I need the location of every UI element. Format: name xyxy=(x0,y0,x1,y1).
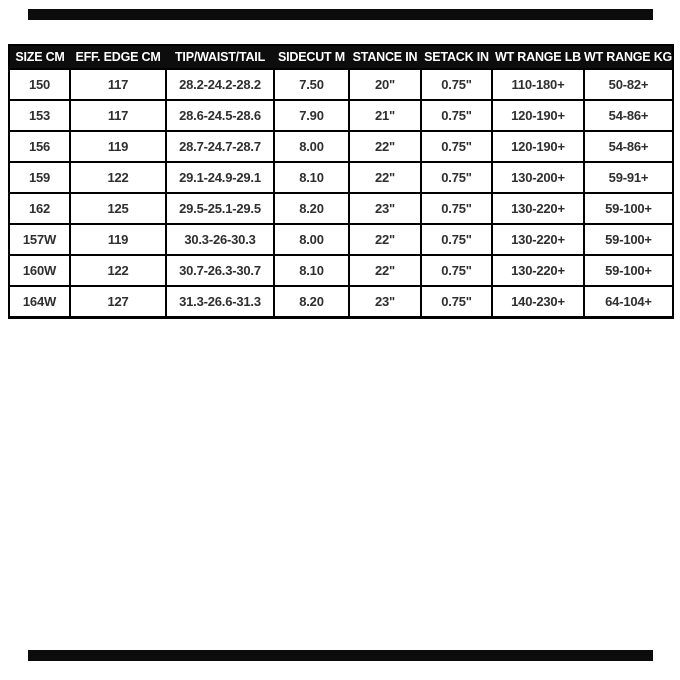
cell-sidecut: 8.10 xyxy=(274,162,349,193)
cell-wt-kg: 59-100+ xyxy=(584,193,673,224)
cell-sidecut: 8.20 xyxy=(274,193,349,224)
cell-eff-edge: 122 xyxy=(70,255,166,286)
cell-size: 156 xyxy=(9,131,70,162)
cell-eff-edge: 119 xyxy=(70,131,166,162)
cell-tip-waist-tail: 28.7-24.7-28.7 xyxy=(166,131,274,162)
cell-wt-lb: 130-220+ xyxy=(492,255,584,286)
cell-setback: 0.75" xyxy=(421,162,492,193)
table-row xyxy=(9,131,673,162)
cell-eff-edge: 127 xyxy=(70,286,166,318)
column-header-stance-in: STANCE IN xyxy=(349,45,421,69)
cell-setback: 0.75" xyxy=(421,286,492,318)
column-header-eff-edge-cm: EFF. EDGE CM xyxy=(70,45,166,69)
cell-wt-kg: 59-100+ xyxy=(584,255,673,286)
cell-wt-kg: 59-100+ xyxy=(584,224,673,255)
column-header-tip-waist-tail: TIP/WAIST/TAIL xyxy=(166,45,274,69)
cell-eff-edge: 117 xyxy=(70,100,166,131)
cell-size: 159 xyxy=(9,162,70,193)
cell-setback: 0.75" xyxy=(421,131,492,162)
cell-stance: 20" xyxy=(349,69,421,100)
cell-size: 160W xyxy=(9,255,70,286)
cell-eff-edge: 117 xyxy=(70,69,166,100)
cell-tip-waist-tail: 28.2-24.2-28.2 xyxy=(166,69,274,100)
cell-wt-lb: 110-180+ xyxy=(492,69,584,100)
cell-size: 157W xyxy=(9,224,70,255)
cell-size: 150 xyxy=(9,69,70,100)
cell-sidecut: 8.00 xyxy=(274,224,349,255)
cell-tip-waist-tail: 31.3-26.6-31.3 xyxy=(166,286,274,318)
cell-setback: 0.75" xyxy=(421,255,492,286)
cell-wt-lb: 120-190+ xyxy=(492,100,584,131)
cell-wt-lb: 120-190+ xyxy=(492,131,584,162)
cell-setback: 0.75" xyxy=(421,100,492,131)
cell-wt-kg: 64-104+ xyxy=(584,286,673,318)
cell-sidecut: 8.20 xyxy=(274,286,349,318)
table-row xyxy=(9,100,673,131)
cell-sidecut: 7.90 xyxy=(274,100,349,131)
size-spec-table xyxy=(8,44,674,319)
cell-wt-lb: 140-230+ xyxy=(492,286,584,318)
cell-tip-waist-tail: 30.3-26-30.3 xyxy=(166,224,274,255)
table-row xyxy=(9,69,673,100)
marquee-bar-bottom xyxy=(28,650,653,661)
cell-tip-waist-tail: 29.1-24.9-29.1 xyxy=(166,162,274,193)
column-header-setack-in: SETACK IN xyxy=(421,45,492,69)
cell-size: 164W xyxy=(9,286,70,318)
table-header-row xyxy=(9,45,673,69)
table-row xyxy=(9,162,673,193)
cell-wt-lb: 130-220+ xyxy=(492,193,584,224)
cell-stance: 21" xyxy=(349,100,421,131)
table-row xyxy=(9,193,673,224)
cell-stance: 22" xyxy=(349,224,421,255)
column-header-wt-range-lb: WT RANGE LB xyxy=(492,45,584,69)
cell-wt-lb: 130-220+ xyxy=(492,224,584,255)
table-row xyxy=(9,286,673,318)
marquee-bar-top xyxy=(28,9,653,20)
table-row xyxy=(9,224,673,255)
cell-sidecut: 8.10 xyxy=(274,255,349,286)
column-header-size-cm: SIZE CM xyxy=(9,45,70,69)
cell-wt-lb: 130-200+ xyxy=(492,162,584,193)
cell-sidecut: 7.50 xyxy=(274,69,349,100)
table-row xyxy=(9,255,673,286)
cell-setback: 0.75" xyxy=(421,69,492,100)
column-header-wt-range-kg: WT RANGE KG xyxy=(584,45,673,69)
cell-tip-waist-tail: 29.5-25.1-29.5 xyxy=(166,193,274,224)
cell-stance: 23" xyxy=(349,193,421,224)
cell-size: 153 xyxy=(9,100,70,131)
cell-sidecut: 8.00 xyxy=(274,131,349,162)
cell-eff-edge: 122 xyxy=(70,162,166,193)
cell-tip-waist-tail: 28.6-24.5-28.6 xyxy=(166,100,274,131)
cell-eff-edge: 125 xyxy=(70,193,166,224)
cell-tip-waist-tail: 30.7-26.3-30.7 xyxy=(166,255,274,286)
column-header-sidecut-m: SIDECUT M xyxy=(274,45,349,69)
cell-stance: 23" xyxy=(349,286,421,318)
cell-stance: 22" xyxy=(349,255,421,286)
cell-eff-edge: 119 xyxy=(70,224,166,255)
cell-wt-kg: 59-91+ xyxy=(584,162,673,193)
cell-size: 162 xyxy=(9,193,70,224)
cell-stance: 22" xyxy=(349,162,421,193)
cell-wt-kg: 54-86+ xyxy=(584,100,673,131)
cell-setback: 0.75" xyxy=(421,224,492,255)
cell-wt-kg: 54-86+ xyxy=(584,131,673,162)
cell-stance: 22" xyxy=(349,131,421,162)
cell-setback: 0.75" xyxy=(421,193,492,224)
cell-wt-kg: 50-82+ xyxy=(584,69,673,100)
